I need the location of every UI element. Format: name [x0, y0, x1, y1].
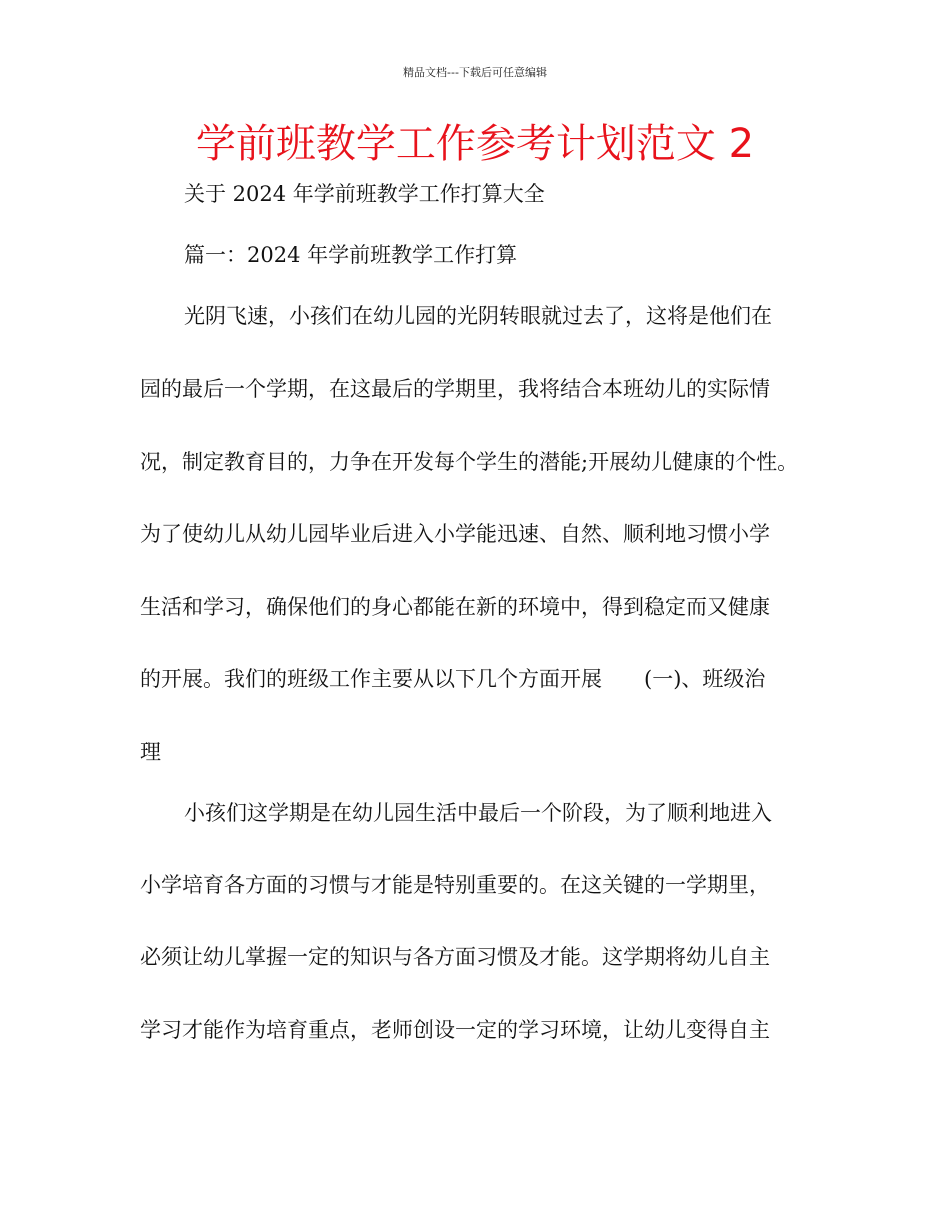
document-title: 学前班教学工作参考计划范文 2 [195, 121, 755, 167]
document-subtitle: 关于 2024 年学前班教学工作打算大全 [184, 182, 545, 206]
paragraph-line: 为了使幼儿从幼儿园毕业后进入小学能迅速、自然、顺利地习惯小学 [140, 522, 770, 546]
paragraph-line: 园的最后一个学期，在这最后的学期里，我将结合本班幼儿的实际情 [140, 377, 770, 401]
paragraph-line-part: 的开展。我们的班级工作主要从以下几个方面开展 [140, 667, 602, 691]
paragraph-line [140, 665, 765, 693]
paragraph-line: 理 [140, 740, 161, 764]
paragraph-line: 小学培育各方面的习惯与才能是特别重要的。在这关键的一学期里， [140, 873, 770, 897]
paragraph-line: 光阴飞速，小孩们在幼儿园的光阴转眼就过去了，这将是他们在 [184, 304, 772, 328]
header-note: 精品文档---下载后可任意编辑 [403, 66, 547, 79]
section-heading: 篇一：2024 年学前班教学工作打算 [184, 243, 518, 267]
paragraph-line: 小孩们这学期是在幼儿园生活中最后一个阶段，为了顺利地进入 [184, 801, 772, 825]
paragraph-line: 学习才能作为培育重点，老师创设一定的学习环境，让幼儿变得自主 [140, 1018, 770, 1042]
paragraph-line: 必须让幼儿掌握一定的知识与各方面习惯及才能。这学期将幼儿自主 [140, 945, 770, 969]
paragraph-line: 生活和学习，确保他们的身心都能在新的环境中，得到稳定而又健康 [140, 595, 770, 619]
section-label: (一)、班级治 [644, 667, 766, 691]
paragraph-line: 况，制定教育目的，力争在开发每个学生的潜能;开展幼儿健康的个性。 [140, 450, 799, 474]
